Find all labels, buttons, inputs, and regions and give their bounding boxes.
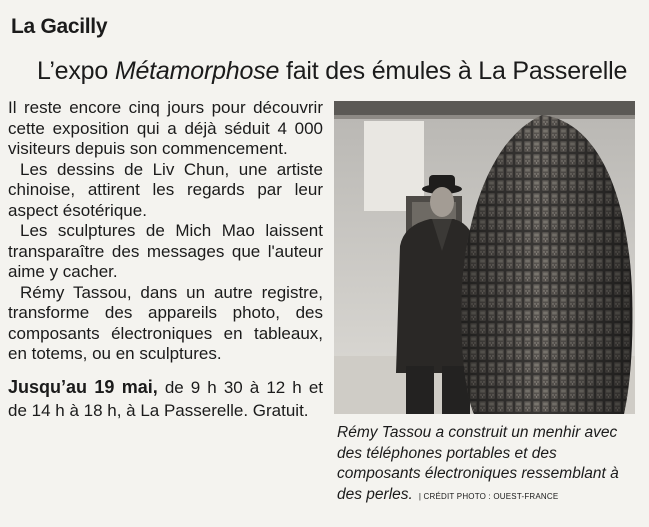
headline-start: L’expo: [37, 57, 115, 85]
article-photo: [334, 101, 635, 414]
caption-text: Rémy Tassou a construit un menhir avec des téléphones portables et des composants électroniques ressemblant à des perles.: [337, 424, 619, 503]
photo-credit: | CRÉDIT PHOTO : OUEST-FRANCE: [418, 491, 559, 501]
article-body: [8, 98, 323, 422]
paragraph-remy-tassou: Rémy Tassou, dans un autre registre, transforme des appareils photo, des composants électroniques en tableaux, en totems, ou en sculptures.: [8, 282, 323, 363]
photo-illustration: [334, 101, 635, 414]
photo-caption: [337, 423, 637, 507]
paragraph-liv-chun: Les dessins de Liv Chun, une artiste chinoise, attirent les regards par leur aspect ésotérique.: [8, 159, 323, 220]
practical-info: [8, 376, 323, 422]
practical-info-hours: de 9 h 30 à 12 h et de 14 h à 18 h, à La Passerelle. Gratuit.: [8, 377, 323, 420]
section-kicker: La Gacilly: [11, 15, 108, 38]
headline-exhibition-title: Métamorphose: [114, 57, 280, 85]
paragraph-mich-mao: Les sculptures de Mich Mao laissent transparaître des messages que l'auteur aime y cacher.: [8, 221, 323, 281]
article-headline: [37, 57, 627, 86]
practical-info-date: Jusqu’au 19 mai,: [8, 376, 158, 397]
headline-end: fait des émules à La Passerelle: [279, 57, 628, 85]
paragraph-intro: Il reste encore cinq jours pour découvrir cette exposition qui a déjà séduit 4 000 visiteurs depuis son commencement.: [8, 98, 323, 158]
